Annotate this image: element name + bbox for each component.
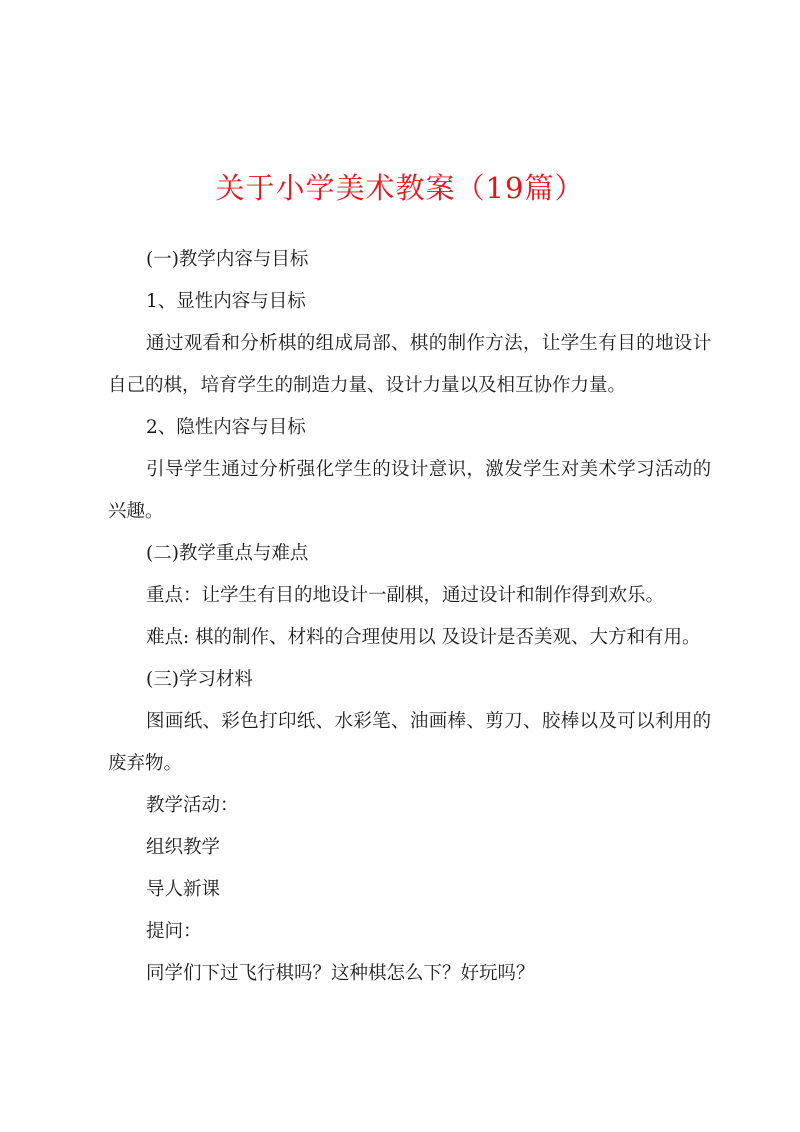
text-line: 兴趣。: [108, 501, 164, 522]
text-line: 难点: 棋的制作、材料的合理使用以 及设计是否美观、大方和有用。: [146, 627, 701, 648]
text-line: 废弃物。: [108, 753, 183, 774]
text-line: (三)学习材料: [146, 669, 253, 690]
text-line: 2、隐性内容与目标: [146, 417, 306, 438]
text-line: 自己的棋，培育学生的制造力量、设计力量以及相互协作力量。: [108, 375, 627, 396]
text-line: 导人新课: [146, 879, 221, 900]
text-line: 教学活动：: [146, 795, 239, 816]
document-body: [108, 239, 712, 995]
text-line: 提问：: [146, 921, 202, 942]
text-line: 通过观看和分析棋的组成局部、棋的制作方法，让学生有目的地设计: [146, 333, 712, 354]
text-line: (一)教学内容与目标: [146, 249, 309, 270]
text-line: 图画纸、彩色打印纸、水彩笔、油画棒、剪刀、胶棒以及可以利用的: [146, 711, 712, 732]
text-line: 重点：让学生有目的地设计一副棋，通过设计和制作得到欢乐。: [146, 585, 665, 606]
document-title: 关于小学美术教案（19篇）: [215, 171, 585, 205]
text-line: 同学们下过飞行棋吗？这种棋怎么下？好玩吗？: [146, 963, 535, 984]
text-line: 组织教学: [146, 837, 221, 858]
text-line: 1、显性内容与目标: [146, 291, 306, 312]
text-line: (二)教学重点与难点: [146, 543, 309, 564]
text-line: 引导学生通过分析强化学生的设计意识，激发学生对美术学习活动的: [146, 459, 712, 480]
